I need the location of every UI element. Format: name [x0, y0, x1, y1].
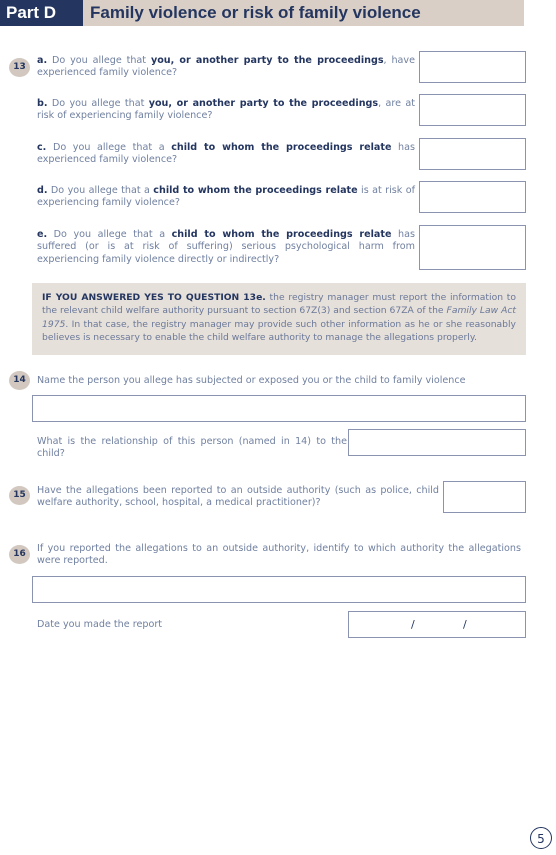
- question-13e-text: e. Do you allege that a child to whom the proceedings relate has suffered (or is at risk of suffering) serious psychological harm from experiencing family violence directly or indirectly?: [37, 229, 415, 265]
- notice-panel: [32, 283, 526, 355]
- date-separator-1: /: [411, 618, 415, 631]
- question-number-13: 13: [9, 58, 30, 77]
- question-13b-text: b. Do you allege that you, or another party to the proceedings, are at risk of experiencing family violence?: [37, 98, 415, 122]
- notice-text: IF YOU ANSWERED YES TO QUESTION 13e. the registry manager must report the information to the relevant child welfare authority pursuant to section 67Z(3) and section 67ZA of the Family Law Act 1975. In that case, the registry manager may provide such other information as he or she reasonably believes is necessary to enable the child welfare authority to manage the allegations properly.: [42, 292, 517, 343]
- page-number: 5: [530, 827, 552, 849]
- answer-box-13a[interactable]: [419, 51, 526, 83]
- part-header: [0, 0, 524, 26]
- answer-box-13d[interactable]: [419, 181, 526, 213]
- answer-box-15[interactable]: [443, 481, 526, 513]
- question-13c-text: c. Do you allege that a child to whom the proceedings relate has experienced family violence?: [37, 142, 415, 166]
- person-name-field[interactable]: [32, 395, 526, 422]
- part-title: Family violence or risk of family violence: [90, 3, 421, 22]
- relationship-label: What is the relationship of this person (named in 14) to the child?: [37, 436, 347, 460]
- question-14-text: Name the person you allege has subjected or exposed you or the child to family violence: [37, 375, 466, 386]
- answer-box-13c[interactable]: [419, 138, 526, 170]
- relationship-field[interactable]: [348, 429, 526, 456]
- answer-box-13b[interactable]: [419, 94, 526, 126]
- question-16-text: If you reported the allegations to an outside authority, identify to which authority the allegations were reported.: [37, 543, 521, 567]
- question-13a-text: a. Do you allege that you, or another party to the proceedings, have experienced family violence?: [37, 55, 416, 79]
- authority-field[interactable]: [32, 576, 526, 603]
- question-13d-text: d. Do you allege that a child to whom the proceedings relate is at risk of experiencing family violence?: [37, 185, 415, 209]
- question-number-16: 16: [9, 545, 30, 564]
- question-15-text: Have the allegations been reported to an outside authority (such as police, child welfare authority, school, hospital, a medical practitioner)?: [37, 485, 439, 509]
- part-label: Part D: [0, 0, 83, 26]
- report-date-field[interactable]: [348, 611, 526, 638]
- date-label: Date you made the report: [37, 619, 163, 630]
- question-number-14: 14: [9, 371, 30, 390]
- answer-box-13e[interactable]: [419, 225, 526, 270]
- question-number-15: 15: [9, 486, 30, 505]
- date-separator-2: /: [463, 618, 467, 631]
